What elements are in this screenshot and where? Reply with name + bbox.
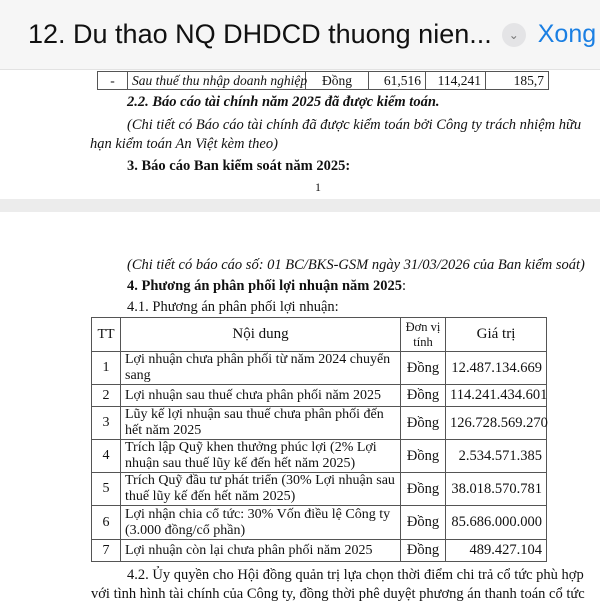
document-scroll-area[interactable]	[0, 71, 600, 604]
table-cell: 61,516	[369, 72, 426, 90]
viewer-header	[0, 0, 600, 70]
section-heading-4-1: 4.1. Phương án phân phối lợi nhuận:	[127, 299, 339, 315]
row-value-cell: 2.534.571.385	[446, 440, 547, 473]
document-page-1	[0, 71, 600, 199]
financial-table-tail	[97, 71, 549, 90]
row-unit-cell: Đồng	[401, 506, 446, 540]
row-content-cell: Lũy kế lợi nhuận sau thuế chưa phân phối đến hết năm 2025	[121, 407, 401, 440]
table-cell: Sau thuế thu nhập doanh nghiệp	[128, 72, 306, 90]
section-heading-3: 3. Báo cáo Ban kiểm soát năm 2025:	[127, 158, 351, 174]
profit-distribution-table	[91, 317, 547, 562]
row-content-cell: Lợi nhận chia cổ tức: 30% Vốn điều lệ Công ty (3.000 đồng/cổ phần)	[121, 506, 401, 540]
row-unit-cell: Đồng	[401, 407, 446, 440]
table-row	[92, 473, 547, 506]
heading-colon: :	[402, 278, 407, 294]
row-tt-cell: 2	[92, 385, 121, 407]
done-button[interactable]: Xong	[537, 20, 597, 48]
table-cell: 114,241	[426, 72, 486, 90]
row-unit-cell: Đồng	[401, 540, 446, 562]
note-line: (Chi tiết có Báo cáo tài chính đã được kiểm toán bởi Công ty trách nhiệm hữu	[127, 117, 582, 133]
row-value-cell: 126.728.569.270	[446, 407, 547, 440]
table-row	[92, 352, 547, 385]
note-line: (Chi tiết có báo cáo số: 01 BC/BKS-GSM ngày 31/03/2026 của Ban kiểm soát)	[127, 257, 585, 273]
document-page-2	[0, 212, 600, 604]
row-tt-cell: 5	[92, 473, 121, 506]
row-unit-cell: Đồng	[401, 473, 446, 506]
header-cell: Nội dung	[121, 318, 401, 352]
row-tt-cell: 4	[92, 440, 121, 473]
row-value-cell: 489.427.104	[446, 540, 547, 562]
row-value-cell: 38.018.570.781	[446, 473, 547, 506]
unit-header-line: tính	[413, 334, 433, 349]
document-title[interactable]: 12. Du thao NQ DHDCD thuong nien...	[28, 19, 492, 49]
row-tt-cell: 6	[92, 506, 121, 540]
page-separator	[0, 199, 600, 212]
heading-text: 4. Phương án phân phối lợi nhuận năm 2025	[127, 278, 402, 294]
table-row	[92, 440, 547, 473]
table-row	[92, 506, 547, 540]
table-cell: Đồng	[306, 72, 369, 90]
table-row	[92, 540, 547, 562]
paragraph-4-2: 4.2. Ủy quyền cho Hội đồng quản trị lựa chọn thời điểm chi trả cổ tức phù hợp	[127, 567, 584, 583]
header-cell	[401, 318, 446, 352]
section-heading-4	[127, 277, 600, 296]
page-number: 1	[315, 180, 321, 194]
row-unit-cell: Đồng	[401, 352, 446, 385]
row-unit-cell: Đồng	[401, 440, 446, 473]
table-header-row	[92, 318, 547, 352]
row-content-cell: Lợi nhuận còn lại chưa phân phối năm 2025	[121, 540, 401, 562]
table-row	[98, 72, 549, 90]
row-tt-cell: 1	[92, 352, 121, 385]
table-cell: 185,7	[486, 72, 549, 90]
chevron-down-icon[interactable]: ⌄	[502, 23, 526, 47]
row-value-cell: 85.686.000.000	[446, 506, 547, 540]
row-content-cell: Trích Quỹ đầu tư phát triển (30% Lợi nhuận sau thuế lũy kế đến hết năm 2025)	[121, 473, 401, 506]
row-content-cell: Lợi nhuận sau thuế chưa phân phối năm 2025	[121, 385, 401, 407]
row-tt-cell: 7	[92, 540, 121, 562]
row-value-cell: 114.241.434.601	[446, 385, 547, 407]
table-cell: -	[98, 72, 128, 90]
section-heading-2-2: 2.2. Báo cáo tài chính năm 2025 đã được kiểm toán.	[127, 94, 440, 110]
row-unit-cell: Đồng	[401, 385, 446, 407]
row-content-cell: Lợi nhuận chưa phân phối từ năm 2024 chuyển sang	[121, 352, 401, 385]
row-value-cell: 12.487.134.669	[446, 352, 547, 385]
note-line: hạn kiểm toán An Việt kèm theo)	[90, 136, 278, 152]
paragraph-4-2: với tình hình tài chính của Công ty, đồng thời phê duyệt phương án thanh toán cổ tức	[91, 586, 585, 602]
unit-header-line: Đơn vị	[405, 319, 441, 334]
header-cell: TT	[92, 318, 121, 352]
table-row	[92, 407, 547, 440]
row-content-cell: Trích lập Quỹ khen thưởng phúc lợi (2% Lợi nhuận sau thuế lũy kế đến hết năm 2025)	[121, 440, 401, 473]
table-row	[92, 385, 547, 407]
header-cell: Giá trị	[446, 318, 547, 352]
row-tt-cell: 3	[92, 407, 121, 440]
